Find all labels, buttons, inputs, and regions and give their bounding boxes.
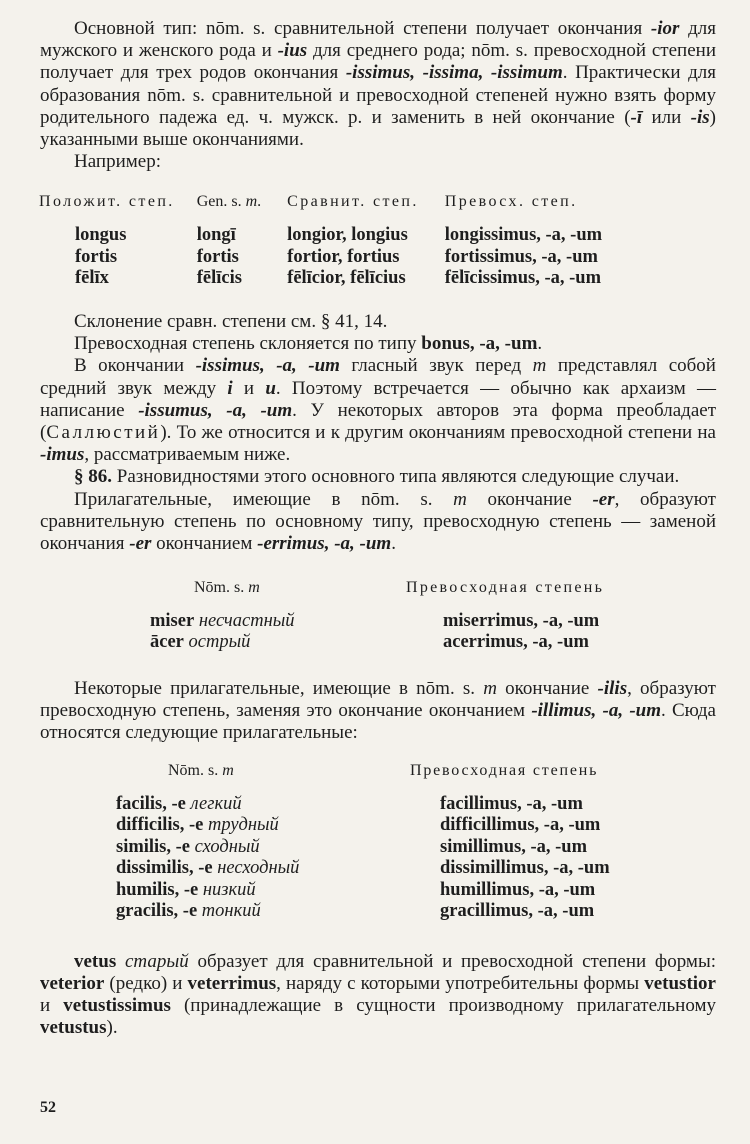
latin-word: veterior (40, 972, 105, 994)
text: (принадлежащие в сущности производному прилагательному (170, 995, 717, 1017)
list-item (440, 858, 610, 880)
text: и (232, 377, 266, 399)
table-cell: longior, longius (287, 225, 408, 246)
ending: -illimus, -a, -um (531, 699, 661, 721)
latin-word: veterrimus (187, 972, 277, 994)
latin-word: vetustior (644, 972, 716, 994)
table-cell: fēlīx (75, 268, 109, 289)
latin-word: dissimilis, -e (116, 858, 213, 879)
ending: -issumus, -a, -um (138, 399, 293, 421)
gloss: тонкий (201, 901, 261, 922)
text: для мужского и женского рода и (40, 18, 717, 62)
table-cell: fortis (196, 246, 239, 267)
ending: -is (690, 106, 710, 128)
er-header-right: Превосходная степень (406, 579, 605, 597)
ending: -errimus, -a, -um (257, 532, 392, 554)
latin-word: vetus (74, 950, 117, 972)
header-positive: Положит. степ. (39, 193, 175, 211)
paragraph-er (40, 489, 716, 556)
table-cell: fēlīcissimus, -a, -um (444, 268, 601, 289)
letter: m (532, 355, 547, 377)
text: . Сюда относятся следующие прилагательные: (40, 699, 716, 744)
table-cell: fēlīcior, fēlīcius (287, 268, 406, 289)
latin-word: miser (150, 610, 195, 631)
text: Прилагательные, имеющие в nōm. s. (74, 488, 454, 510)
ending: -ī (630, 106, 643, 128)
paragraph-ilis (40, 678, 716, 745)
ilis-left-column (40, 760, 406, 923)
paragraph-vetus (40, 951, 716, 1040)
list-item (116, 837, 406, 859)
ilis-header-right: Превосходная степень (410, 762, 599, 780)
latin-word: facillimus, -a, -um (440, 793, 583, 814)
er-left-column (40, 577, 400, 654)
text: окончанием (151, 532, 258, 554)
er-right-column (400, 577, 604, 654)
text: . (537, 333, 543, 355)
text: (редко) и (104, 972, 188, 994)
latin-word: gracilis, -e (116, 901, 198, 922)
header-superlative: Превосх. степ. (444, 193, 578, 211)
text: . Поэтому встречается — обычно как архаизм — написание (40, 377, 717, 421)
list-item (150, 611, 400, 633)
ending: -ilis (597, 677, 628, 699)
text: ) указанными выше окончаниями. (40, 106, 716, 151)
table-cell: fortissimus, -a, -um (444, 246, 598, 267)
list-item (116, 858, 406, 880)
paragraph-section-86 (40, 466, 716, 488)
table-row (39, 247, 602, 269)
latin-word: ācer (150, 632, 184, 653)
text: , рассматриваемым ниже. (84, 444, 291, 466)
ilis-examples (40, 760, 716, 923)
text: . (391, 532, 396, 554)
table-cell: fortior, fortius (287, 246, 400, 267)
text: . (257, 193, 262, 211)
line-declension: Склонение сравн. степени см. § 41, 14. (74, 310, 388, 332)
latin-word: vetustissimus (63, 995, 171, 1017)
list-item (116, 880, 406, 902)
paragraph-issimus (40, 355, 716, 466)
ending: -er (129, 532, 152, 554)
list-item (443, 611, 604, 633)
table-row (39, 225, 602, 247)
text: или (642, 106, 691, 128)
table-cell: fortis (75, 246, 118, 267)
list-item (440, 815, 610, 837)
letter: m (453, 488, 467, 510)
ilis-right-column (406, 760, 610, 923)
list-item (440, 837, 610, 859)
list-item (116, 815, 406, 837)
comparison-table (39, 193, 602, 290)
text: ). То же относится и к другим окончаниям превосходной степени на (160, 421, 716, 443)
text: , образуют превосходную степень, заменяя это окончание окончанием (40, 677, 716, 721)
text: ). (106, 1017, 118, 1039)
gloss: легкий (190, 793, 242, 814)
header-genitive (197, 193, 287, 225)
ending: -er (592, 488, 615, 510)
list-item (443, 632, 604, 654)
text: образует для сравнительной и превосходной степени формы: (188, 950, 717, 972)
text: Некоторые прилагательные, имеющие в nōm. s. (74, 677, 484, 699)
text: Gen. s. (196, 193, 246, 211)
list-item (440, 794, 610, 816)
latin-word: difficilis, -e (116, 815, 204, 836)
text: Основной тип: nōm. s. сравнительной степени получает окончания (74, 18, 651, 39)
letter: m (483, 677, 497, 699)
latin-word: humillimus, -a, -um (440, 879, 596, 900)
er-header-left (150, 577, 400, 599)
text: m (248, 579, 260, 597)
gloss: старый (124, 950, 189, 972)
text: , образуют сравнительную степень по основному типу, превосходную степень — заменой окончания (40, 488, 716, 554)
ending: -issimus, -issima, -issimum (345, 62, 563, 84)
latin-word: humilis, -e (116, 879, 199, 900)
latin-word: acerrimus, -a, -um (443, 632, 589, 653)
line-superlative-declension (40, 333, 716, 355)
text: для среднего рода; nōm. s. превосходной степени получает для трех родов окончания (40, 40, 716, 84)
example-label: Например: (74, 151, 161, 173)
text: окончание (496, 677, 598, 699)
latin-word: similis, -e (116, 836, 190, 857)
latin-word: gracillimus, -a, -um (440, 901, 595, 922)
gloss: острый (188, 632, 251, 653)
text: гласный звук перед (339, 355, 533, 377)
gloss: трудный (207, 815, 279, 836)
author-name: Саллюстий (46, 421, 161, 443)
text: m (245, 193, 258, 211)
text: Превосходная степень склоняется по типу (74, 333, 422, 355)
text: . Практически для образования nōm. s. сравнительной и превосходной степеней нужно взять форму родительного падежа ед. ч. мужск. р. и заменить в ней окончание ( (40, 62, 716, 128)
table-cell: longus (75, 225, 127, 246)
gloss: несходный (217, 858, 300, 879)
list-item (116, 901, 406, 923)
text: Разновидностями этого основного типа являются следующие случаи. (112, 466, 680, 488)
latin-word: bonus, -a, -um (421, 333, 538, 355)
ending: -imus (40, 444, 85, 466)
table-cell: longī (196, 225, 236, 246)
text: Nōm. s. (194, 579, 249, 597)
section-number: § 86. (74, 466, 112, 488)
ilis-header-left (116, 760, 406, 782)
letter: i (227, 377, 233, 399)
gloss: низкий (202, 879, 256, 900)
latin-word: miserrimus, -a, -um (443, 610, 600, 631)
latin-word: dissimillimus, -a, -um (440, 858, 610, 879)
latin-word: facilis, -e (116, 793, 186, 814)
list-item (150, 632, 400, 654)
latin-word: simillimus, -a, -um (440, 836, 587, 857)
gloss: сходный (194, 836, 260, 857)
text: Nōm. s. (168, 762, 223, 780)
list-item (440, 901, 610, 923)
ending: -issimus, -a, -um (195, 355, 340, 377)
text: m (222, 762, 234, 780)
ending: -ius (277, 40, 308, 62)
ending: -ior (650, 18, 680, 39)
table-header-row (39, 193, 602, 225)
text: В окончании (74, 355, 196, 377)
list-item (440, 880, 610, 902)
text: . У некоторых авторов эта форма преобладает ( (40, 399, 716, 443)
text: , наряду с которыми употребительны формы (276, 972, 645, 994)
text: окончание (466, 488, 593, 510)
er-examples (40, 577, 716, 654)
paragraph-basic-type (40, 18, 716, 151)
latin-word: difficillimus, -a, -um (440, 815, 601, 836)
table-cell: longissimus, -a, -um (444, 225, 603, 246)
table-cell: fēlīcis (196, 268, 242, 289)
text: представлял собой средний звук между (40, 355, 716, 399)
page-number: 52 (40, 1099, 56, 1116)
gloss: несчастный (198, 610, 295, 631)
list-item (116, 794, 406, 816)
header-comparative: Сравнит. степ. (287, 193, 419, 211)
latin-word: vetustus (40, 1017, 107, 1039)
text: и (40, 995, 64, 1017)
letter: u (265, 377, 276, 399)
table-row (39, 268, 602, 290)
